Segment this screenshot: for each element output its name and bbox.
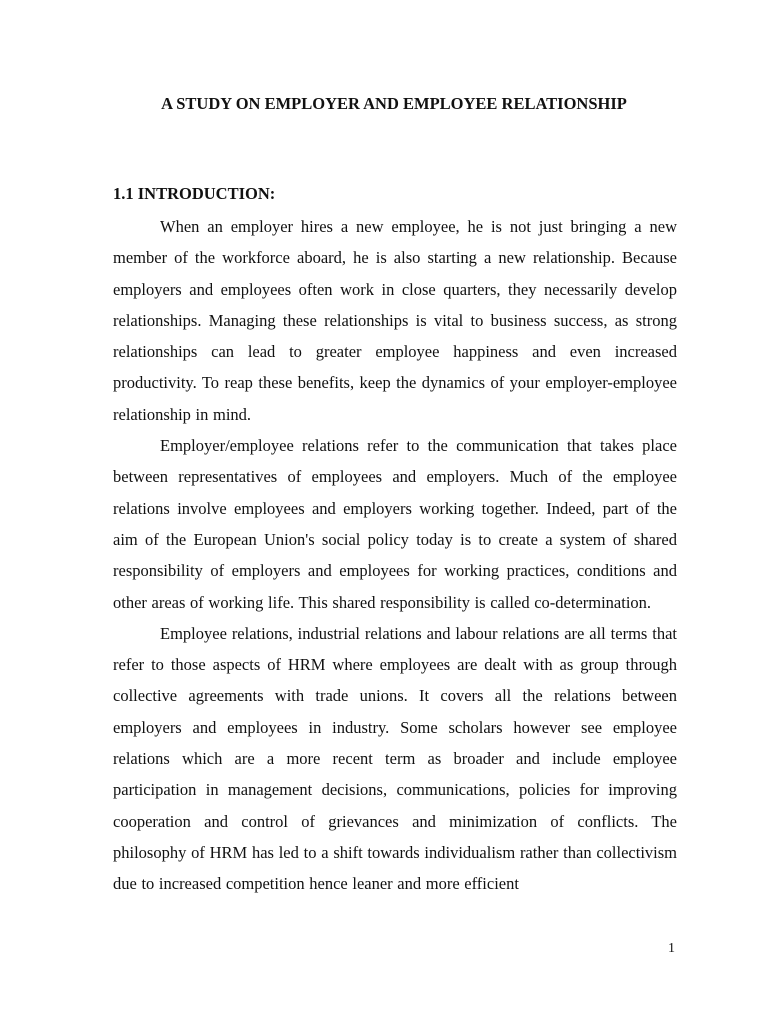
paragraph-2: Employer/employee relations refer to the communication that takes place between representatives of employees and employers. Much of the employee relations involve employees and employers working together. Indeed, part of the aim of the European Union's social policy today is to create a system of shared responsibility of employers and employees for working practices, conditions and other areas of working life. This shared responsibility is called co-determination. — [113, 436, 677, 612]
body-text — [113, 211, 677, 900]
paragraph-3: Employee relations, industrial relations and labour relations are all terms that refer to those aspects of HRM where employees are dealt with as group through collective agreements with trade unions. It covers all the relations between employers and employees in industry. Some scholars however see employee relations which are a more recent term as broader and include employee participation in management decisions, communications, policies for improving cooperation and control of grievances and minimization of conflicts. The philosophy of HRM has led to a shift towards individualism rather than collectivism due to increased competition hence leaner and more efficient — [113, 623, 677, 894]
document-title: A STUDY ON EMPLOYER AND EMPLOYEE RELATIONSHIP — [161, 94, 627, 113]
section-heading-introduction: 1.1 INTRODUCTION: — [113, 184, 276, 203]
paragraph-1: When an employer hires a new employee, he is not just bringing a new member of the workforce aboard, he is also starting a new relationship. Because employers and employees often work in close quarters, they necessarily develop relationships. Managing these relationships is vital to business success, as strong relationships can lead to greater employee happiness and even increased productivity. To reap these benefits, keep the dynamics of your employer-employee relationship in mind. — [113, 217, 677, 424]
page-number: 1 — [668, 941, 675, 956]
